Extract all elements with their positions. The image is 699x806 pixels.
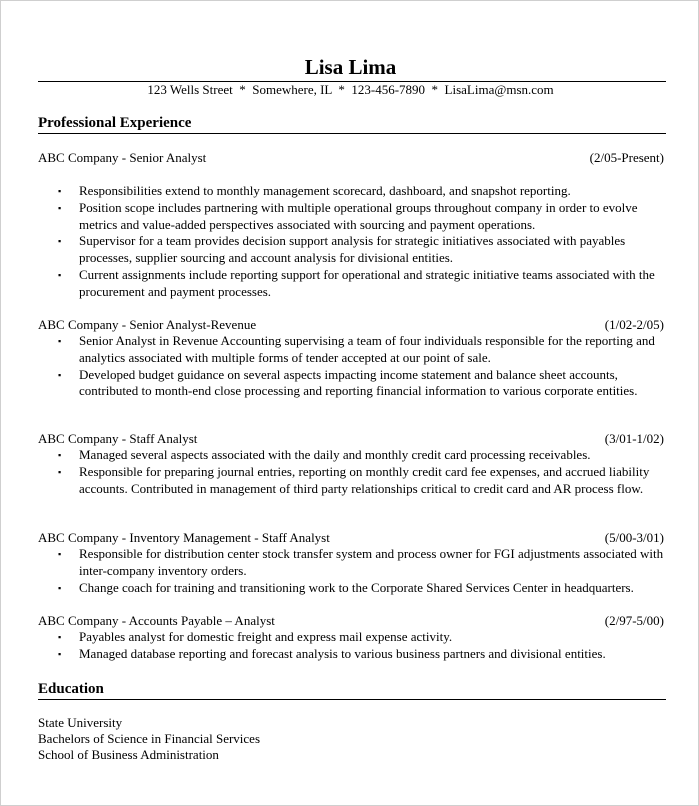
bullet-marker: ▪	[58, 336, 62, 346]
bullet-marker: ▪	[58, 450, 62, 460]
bullet-marker: ▪	[58, 369, 62, 380]
bullet-marker: ▪	[58, 549, 62, 559]
job-title: ABC Company - Staff Analyst	[38, 431, 198, 446]
job-bullet: ▪ Change coach for training and transitioning work to the Corporate Shared Services Center in headquarters.	[58, 579, 634, 595]
education-degree: Bachelors of Science in Financial Services	[38, 731, 261, 746]
job-bullet: ▪ Responsible for preparing journal entries, reporting on monthly credit card fee expenses, and accrued liability accounts. Contributed in management of third party relationships critical to credit card and AR process flow.	[58, 463, 650, 496]
bullet-marker: ▪	[58, 186, 62, 196]
job-bullet: ▪ Senior Analyst in Revenue Accounting supervising a team of four individuals responsible for the reporting and analytics associated with multiple forms of tender accepted at our point of sale.	[58, 333, 655, 365]
education-school: State University	[38, 715, 123, 730]
education-heading: Education	[38, 681, 104, 697]
job-bullet: ▪ Developed budget guidance on several aspects impacting income statement and balance sheet accounts, contributed to month-end close processing and reporting financial information to various corporate entities.	[58, 366, 638, 399]
job-bullet-list	[57, 447, 669, 497]
job-bullet: ▪ Managed several aspects associated with the daily and monthly credit card processing receivables.	[58, 447, 591, 462]
experience-heading: Professional Experience	[38, 115, 192, 131]
job-bullet: ▪ Responsible for distribution center stock transfer system and process owner for FGI adjustments associated with inter-company inventory orders.	[58, 546, 664, 578]
contact-info: 123 Wells Street * Somewhere, IL * 123-456-7890 * LisaLima@msn.com	[147, 82, 554, 97]
job-bullet: ▪ Current assignments include reporting support for operational and strategic initiative teams associated with the procurement and payment processes.	[58, 266, 655, 299]
job-dates: (1/02-2/05)	[604, 317, 664, 332]
bullet-marker: ▪	[58, 632, 62, 642]
bullet-marker: ▪	[58, 582, 62, 593]
job-bullet-list	[57, 183, 669, 301]
job-bullet-list	[57, 546, 669, 596]
bullet-marker: ▪	[58, 466, 62, 477]
job-bullet: ▪ Supervisor for a team provides decision support analysis for strategic initiatives associated with payables processes, supplier sourcing and account analysis for divisional entities.	[58, 233, 626, 266]
job-bullet-list	[57, 333, 669, 400]
job-title: ABC Company - Senior Analyst-Revenue	[38, 317, 257, 332]
job-title: ABC Company - Senior Analyst	[38, 150, 207, 165]
resume-name: Lisa Lima	[304, 55, 397, 79]
job-bullet: ▪ Responsibilities extend to monthly management scorecard, dashboard, and snapshot reporting.	[58, 183, 571, 198]
bullet-marker: ▪	[58, 202, 62, 213]
bullet-marker: ▪	[58, 648, 62, 659]
job-title: ABC Company - Accounts Payable – Analyst	[38, 613, 275, 628]
experience-divider	[38, 133, 666, 134]
education-divider	[38, 699, 666, 700]
bullet-marker: ▪	[58, 236, 62, 247]
job-dates: (2/97-5/00)	[604, 613, 664, 628]
job-dates: (3/01-1/02)	[604, 431, 664, 446]
job-bullet: ▪ Payables analyst for domestic freight and express mail expense activity.	[58, 629, 453, 644]
education-college: School of Business Administration	[38, 747, 219, 762]
job-title: ABC Company - Inventory Management - Staff Analyst	[38, 530, 330, 545]
job-dates: (5/00-3/01)	[604, 530, 664, 545]
job-bullet: ▪ Position scope includes partnering with multiple operational groups throughout company in order to evolve metrics and value-added perspectives associated with sourcing and payment operations.	[58, 199, 638, 232]
job-bullet: ▪ Managed database reporting and forecast analysis to various business partners and divisional entities.	[58, 645, 606, 661]
bullet-marker: ▪	[58, 269, 62, 280]
job-dates: (2/05-Present)	[589, 150, 664, 165]
job-bullet-list	[57, 629, 669, 663]
